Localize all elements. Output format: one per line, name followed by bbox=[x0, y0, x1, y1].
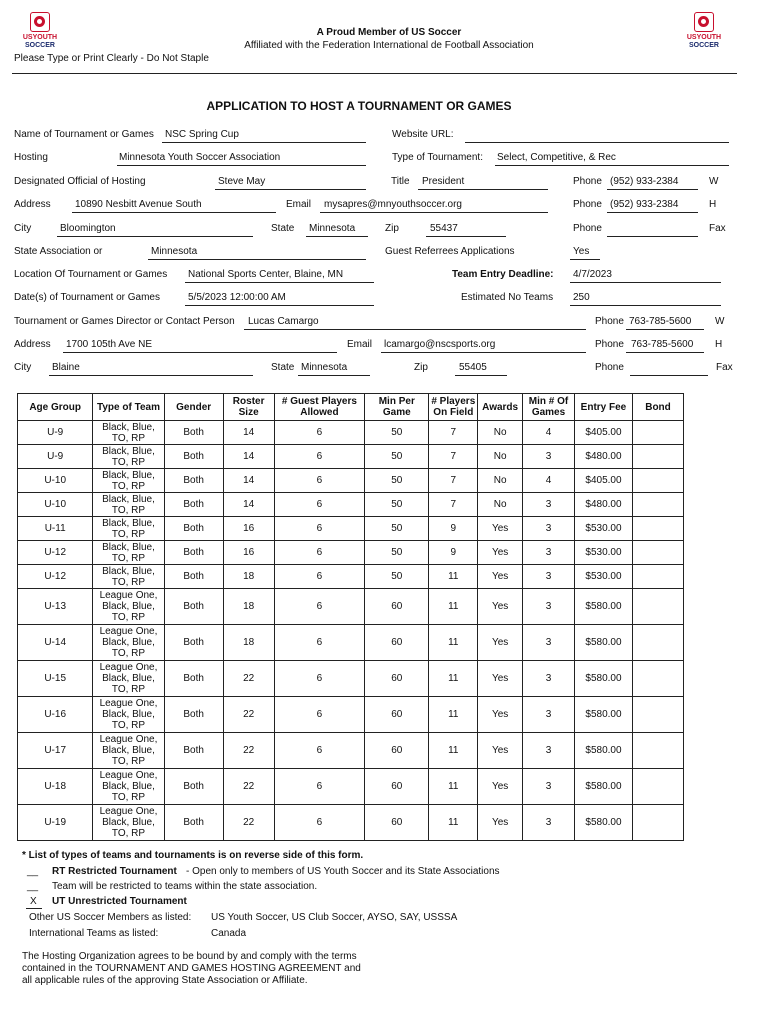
table-cell[interactable]: 6 bbox=[274, 733, 365, 769]
table-cell[interactable]: 14 bbox=[223, 421, 274, 445]
table-cell[interactable]: $405.00 bbox=[574, 421, 632, 445]
director-address-line bbox=[63, 352, 337, 353]
table-cell[interactable]: 3 bbox=[523, 541, 575, 565]
official-title-line bbox=[418, 189, 548, 190]
h-label-1: H bbox=[709, 199, 717, 210]
official-title-value[interactable]: President bbox=[422, 176, 465, 187]
table-cell[interactable]: 6 bbox=[274, 517, 365, 541]
table-cell[interactable]: 6 bbox=[274, 469, 365, 493]
w-label-1: W bbox=[709, 176, 719, 187]
column-header: # Players On Field bbox=[429, 394, 478, 421]
table-cell[interactable]: 50 bbox=[365, 421, 429, 445]
zip-label-2: Zip bbox=[414, 362, 428, 373]
state-label: State bbox=[271, 223, 295, 234]
table-cell[interactable]: $530.00 bbox=[574, 541, 632, 565]
table-cell[interactable]: 11 bbox=[429, 697, 478, 733]
table-cell[interactable]: 16 bbox=[223, 517, 274, 541]
table-cell[interactable]: 11 bbox=[429, 769, 478, 805]
city-label-2: City bbox=[14, 362, 32, 373]
teams-table bbox=[17, 393, 684, 841]
table-cell[interactable]: U-14 bbox=[18, 625, 93, 661]
table-cell[interactable] bbox=[632, 769, 683, 805]
table-cell[interactable] bbox=[632, 805, 683, 841]
tournament-name-label: Name of Tournament or Games bbox=[14, 129, 154, 140]
table-cell[interactable]: 3 bbox=[523, 493, 575, 517]
logo-text-usyouth: USYOUTH bbox=[22, 34, 58, 41]
table-cell[interactable]: 11 bbox=[429, 625, 478, 661]
intl-teams-value: Canada bbox=[211, 928, 247, 939]
table-cell[interactable]: 6 bbox=[274, 661, 365, 697]
table-cell[interactable]: 22 bbox=[223, 733, 274, 769]
type-label: Type of Tournament: bbox=[392, 152, 483, 163]
table-cell[interactable]: 22 bbox=[223, 661, 274, 697]
table-cell[interactable]: 3 bbox=[523, 769, 575, 805]
table-cell[interactable]: U-12 bbox=[18, 541, 93, 565]
table-cell[interactable]: U-15 bbox=[18, 661, 93, 697]
state-assoc-value[interactable]: Minnesota bbox=[151, 246, 198, 257]
rt-desc: - Open only to members of US Youth Soccer and its State Associations bbox=[186, 866, 500, 877]
zip-line bbox=[426, 236, 506, 237]
table-cell[interactable]: League One, Black, Blue, TO, RP bbox=[93, 805, 164, 841]
location-value[interactable]: National Sports Center, Blaine, MN bbox=[188, 269, 344, 280]
table-cell[interactable]: Both bbox=[164, 769, 223, 805]
deadline-line bbox=[570, 282, 721, 283]
table-cell[interactable]: $580.00 bbox=[574, 697, 632, 733]
table-row bbox=[18, 589, 684, 625]
table-cell[interactable]: Yes bbox=[478, 625, 523, 661]
phone-h-value[interactable]: (952) 933-2384 bbox=[610, 199, 679, 210]
zip-label: Zip bbox=[385, 223, 399, 234]
table-body bbox=[18, 421, 684, 841]
table-cell[interactable]: $580.00 bbox=[574, 769, 632, 805]
table-cell[interactable]: Both bbox=[164, 733, 223, 769]
column-header: Min # Of Games bbox=[523, 394, 575, 421]
rt-mark-2[interactable]: __ bbox=[27, 881, 39, 892]
table-cell[interactable]: $580.00 bbox=[574, 733, 632, 769]
affiliated-line: Affiliated with the Federation International de Football Association bbox=[244, 40, 534, 51]
ut-mark-line bbox=[26, 908, 42, 909]
table-cell[interactable]: Yes bbox=[478, 805, 523, 841]
table-cell[interactable]: 50 bbox=[365, 493, 429, 517]
table-cell[interactable]: 11 bbox=[429, 805, 478, 841]
column-header: Type of Team bbox=[93, 394, 164, 421]
table-cell[interactable]: 7 bbox=[429, 493, 478, 517]
phone-w-line bbox=[607, 189, 698, 190]
table-cell[interactable]: 3 bbox=[523, 625, 575, 661]
header-divider bbox=[12, 73, 737, 74]
table-cell[interactable] bbox=[632, 493, 683, 517]
director-city-value[interactable]: Blaine bbox=[52, 362, 80, 373]
column-header: Entry Fee bbox=[574, 394, 632, 421]
table-cell[interactable]: 4 bbox=[523, 469, 575, 493]
director-phone-w-line bbox=[626, 329, 704, 330]
table-row bbox=[18, 445, 684, 469]
table-cell[interactable]: U-19 bbox=[18, 805, 93, 841]
table-cell[interactable]: Yes bbox=[478, 733, 523, 769]
table-cell[interactable] bbox=[632, 625, 683, 661]
table-cell[interactable] bbox=[632, 517, 683, 541]
table-cell[interactable]: League One, Black, Blue, TO, RP bbox=[93, 733, 164, 769]
director-email-value[interactable]: lcamargo@nscsports.org bbox=[384, 339, 496, 350]
table-cell[interactable] bbox=[632, 445, 683, 469]
logo-text-soccer: SOCCER bbox=[689, 42, 719, 49]
table-cell[interactable]: U-13 bbox=[18, 589, 93, 625]
table-row bbox=[18, 541, 684, 565]
director-zip-line bbox=[455, 375, 507, 376]
hosting-value[interactable]: Minnesota Youth Soccer Association bbox=[119, 152, 281, 163]
official-line bbox=[215, 189, 366, 190]
table-cell[interactable]: 60 bbox=[365, 661, 429, 697]
table-cell[interactable]: $480.00 bbox=[574, 445, 632, 469]
director-zip-value[interactable]: 55405 bbox=[459, 362, 487, 373]
table-cell[interactable]: U-16 bbox=[18, 697, 93, 733]
table-cell[interactable]: 6 bbox=[274, 805, 365, 841]
table-cell[interactable]: Both bbox=[164, 697, 223, 733]
est-no-teams-value[interactable]: 250 bbox=[573, 292, 590, 303]
table-cell[interactable]: Yes bbox=[478, 541, 523, 565]
instructions: Please Type or Print Clearly - Do Not Staple bbox=[14, 53, 209, 64]
phone-w-value[interactable]: (952) 933-2384 bbox=[610, 176, 679, 187]
table-cell[interactable]: 50 bbox=[365, 469, 429, 493]
hosting-label: Hosting bbox=[14, 152, 48, 163]
fax-label-1: Fax bbox=[709, 223, 726, 234]
city-line bbox=[57, 236, 253, 237]
logo-text-soccer: SOCCER bbox=[25, 42, 55, 49]
table-row bbox=[18, 733, 684, 769]
fax-label-2: Fax bbox=[716, 362, 733, 373]
table-row bbox=[18, 493, 684, 517]
table-cell[interactable]: 6 bbox=[274, 589, 365, 625]
table-cell[interactable] bbox=[632, 469, 683, 493]
zip-value[interactable]: 55437 bbox=[430, 223, 458, 234]
table-row bbox=[18, 661, 684, 697]
director-value[interactable]: Lucas Camargo bbox=[248, 316, 319, 327]
email-label-1: Email bbox=[286, 199, 312, 210]
table-cell[interactable]: 3 bbox=[523, 565, 575, 589]
table-cell[interactable]: 50 bbox=[365, 565, 429, 589]
table-cell[interactable]: Both bbox=[164, 445, 223, 469]
table-row bbox=[18, 421, 684, 445]
table-cell[interactable]: 50 bbox=[365, 541, 429, 565]
phone-fax-line bbox=[607, 236, 698, 237]
official-value[interactable]: Steve May bbox=[218, 176, 266, 187]
w-label-2: W bbox=[715, 316, 725, 327]
other-members-value: US Youth Soccer, US Club Soccer, AYSO, SAY, USSSA bbox=[211, 912, 458, 923]
table-cell[interactable] bbox=[632, 421, 683, 445]
table-header-row bbox=[18, 394, 684, 421]
table-cell[interactable] bbox=[632, 565, 683, 589]
member-line: A Proud Member of US Soccer bbox=[316, 27, 462, 38]
phone-label-6: Phone bbox=[595, 362, 624, 373]
table-cell[interactable]: 11 bbox=[429, 661, 478, 697]
table-cell[interactable]: U-10 bbox=[18, 469, 93, 493]
table-cell[interactable]: 60 bbox=[365, 805, 429, 841]
table-cell[interactable]: 14 bbox=[223, 493, 274, 517]
table-cell[interactable]: League One, Black, Blue, TO, RP bbox=[93, 697, 164, 733]
table-row bbox=[18, 625, 684, 661]
table-cell[interactable]: Black, Blue, TO, RP bbox=[93, 469, 164, 493]
table-cell[interactable]: 50 bbox=[365, 517, 429, 541]
table-cell[interactable]: Yes bbox=[478, 565, 523, 589]
website-label: Website URL: bbox=[392, 129, 454, 140]
title-label: Title bbox=[391, 176, 410, 187]
table-cell[interactable]: $580.00 bbox=[574, 625, 632, 661]
type-line bbox=[495, 165, 729, 166]
deadline-label: Team Entry Deadline: bbox=[452, 269, 554, 280]
table-cell[interactable]: 14 bbox=[223, 445, 274, 469]
table-cell[interactable] bbox=[632, 661, 683, 697]
phone-label-5: Phone bbox=[595, 339, 624, 350]
table-cell[interactable]: Both bbox=[164, 517, 223, 541]
rt-title: RT Restricted Tournament bbox=[52, 866, 177, 877]
guest-ref-value[interactable]: Yes bbox=[573, 246, 590, 257]
city-value[interactable]: Bloomington bbox=[60, 223, 116, 234]
table-cell[interactable]: Both bbox=[164, 565, 223, 589]
table-cell[interactable]: No bbox=[478, 421, 523, 445]
table-cell[interactable]: U-12 bbox=[18, 565, 93, 589]
phone-label-4: Phone bbox=[595, 316, 624, 327]
column-header: Min Per Game bbox=[365, 394, 429, 421]
table-cell[interactable] bbox=[632, 733, 683, 769]
table-cell[interactable]: U-11 bbox=[18, 517, 93, 541]
table-cell[interactable]: Yes bbox=[478, 661, 523, 697]
table-cell[interactable]: 60 bbox=[365, 733, 429, 769]
table-cell[interactable]: 3 bbox=[523, 733, 575, 769]
table-cell[interactable]: 4 bbox=[523, 421, 575, 445]
other-members-label: Other US Soccer Members as listed: bbox=[29, 912, 192, 923]
table-cell[interactable]: $580.00 bbox=[574, 805, 632, 841]
table-cell[interactable]: League One, Black, Blue, TO, RP bbox=[93, 661, 164, 697]
deadline-value[interactable]: 4/7/2023 bbox=[573, 269, 612, 280]
table-cell[interactable]: Both bbox=[164, 625, 223, 661]
table-cell[interactable]: 6 bbox=[274, 697, 365, 733]
city-label: City bbox=[14, 223, 32, 234]
state-line bbox=[306, 236, 368, 237]
table-cell[interactable]: Yes bbox=[478, 769, 523, 805]
table-cell[interactable]: 60 bbox=[365, 625, 429, 661]
ut-title: UT Unrestricted Tournament bbox=[52, 896, 187, 907]
table-cell[interactable]: Black, Blue, TO, RP bbox=[93, 493, 164, 517]
dates-label: Date(s) of Tournament or Games bbox=[14, 292, 160, 303]
email-label-2: Email bbox=[347, 339, 373, 350]
table-cell[interactable]: 6 bbox=[274, 541, 365, 565]
table-cell[interactable]: 3 bbox=[523, 445, 575, 469]
table-row bbox=[18, 565, 684, 589]
address-label: Address bbox=[14, 199, 51, 210]
type-value[interactable]: Select, Competitive, & Rec bbox=[497, 152, 616, 163]
table-cell[interactable]: Both bbox=[164, 589, 223, 625]
table-cell[interactable]: 50 bbox=[365, 445, 429, 469]
table-cell[interactable]: Both bbox=[164, 661, 223, 697]
ut-mark[interactable]: X bbox=[30, 896, 37, 907]
table-cell[interactable]: Yes bbox=[478, 697, 523, 733]
table-cell[interactable]: Both bbox=[164, 805, 223, 841]
table-cell[interactable]: No bbox=[478, 445, 523, 469]
est-no-teams-label: Estimated No Teams bbox=[461, 292, 554, 303]
table-cell[interactable]: League One, Black, Blue, TO, RP bbox=[93, 589, 164, 625]
table-cell[interactable]: Both bbox=[164, 493, 223, 517]
email-line bbox=[320, 212, 548, 213]
column-header: Awards bbox=[478, 394, 523, 421]
table-cell[interactable]: 60 bbox=[365, 769, 429, 805]
table-cell[interactable]: League One, Black, Blue, TO, RP bbox=[93, 769, 164, 805]
address-value[interactable]: 10890 Nesbitt Avenue South bbox=[75, 199, 202, 210]
table-cell[interactable]: 6 bbox=[274, 421, 365, 445]
state-value[interactable]: Minnesota bbox=[309, 223, 356, 234]
phone-h-line bbox=[607, 212, 698, 213]
table-cell[interactable] bbox=[632, 541, 683, 565]
rt-desc-2: Team will be restricted to teams within the state association. bbox=[52, 881, 318, 892]
table-cell[interactable]: Yes bbox=[478, 589, 523, 625]
table-cell[interactable]: Yes bbox=[478, 517, 523, 541]
director-state-value[interactable]: Minnesota bbox=[301, 362, 348, 373]
table-cell[interactable] bbox=[632, 589, 683, 625]
agreement-line-2: contained in the TOURNAMENT AND GAMES HOSTING AGREEMENT and bbox=[22, 963, 361, 974]
table-row bbox=[18, 517, 684, 541]
table-cell[interactable]: Both bbox=[164, 421, 223, 445]
h-label-2: H bbox=[715, 339, 723, 350]
phone-label-2: Phone bbox=[573, 199, 602, 210]
table-cell[interactable]: 7 bbox=[429, 469, 478, 493]
location-line bbox=[185, 282, 374, 283]
director-address-value[interactable]: 1700 105th Ave NE bbox=[66, 339, 152, 350]
tournament-name-value[interactable]: NSC Spring Cup bbox=[165, 129, 239, 140]
table-cell[interactable]: 18 bbox=[223, 589, 274, 625]
column-header: Bond bbox=[632, 394, 683, 421]
table-cell[interactable]: 6 bbox=[274, 445, 365, 469]
table-cell[interactable]: Black, Blue, TO, RP bbox=[93, 445, 164, 469]
table-cell[interactable]: Black, Blue, TO, RP bbox=[93, 421, 164, 445]
table-cell[interactable]: $580.00 bbox=[574, 589, 632, 625]
guest-ref-line bbox=[570, 259, 600, 260]
table-cell[interactable]: 6 bbox=[274, 565, 365, 589]
table-cell[interactable]: Black, Blue, TO, RP bbox=[93, 565, 164, 589]
table-cell[interactable]: 22 bbox=[223, 769, 274, 805]
table-cell[interactable]: 6 bbox=[274, 493, 365, 517]
table-row bbox=[18, 805, 684, 841]
table-row bbox=[18, 469, 684, 493]
page-title: APPLICATION TO HOST A TOURNAMENT OR GAMES bbox=[206, 99, 512, 113]
table-cell[interactable]: 16 bbox=[223, 541, 274, 565]
dates-value[interactable]: 5/5/2023 12:00:00 AM bbox=[188, 292, 286, 303]
director-fax-line bbox=[630, 375, 708, 376]
state-label-2: State bbox=[271, 362, 295, 373]
table-cell[interactable]: U-10 bbox=[18, 493, 93, 517]
column-header: Gender bbox=[164, 394, 223, 421]
director-phone-h-line bbox=[626, 352, 704, 353]
rt-mark[interactable]: __ bbox=[27, 866, 39, 877]
table-cell[interactable]: U-18 bbox=[18, 769, 93, 805]
state-assoc-label: State Association or bbox=[14, 246, 103, 257]
phone-label-3: Phone bbox=[573, 223, 602, 234]
website-line bbox=[465, 142, 729, 143]
table-cell[interactable]: 3 bbox=[523, 805, 575, 841]
phone-label-1: Phone bbox=[573, 176, 602, 187]
director-phone-w-value[interactable]: 763-785-5600 bbox=[629, 316, 692, 327]
table-cell[interactable]: 3 bbox=[523, 661, 575, 697]
table-cell[interactable]: Both bbox=[164, 469, 223, 493]
director-state-line bbox=[298, 375, 370, 376]
table-cell[interactable]: Black, Blue, TO, RP bbox=[93, 541, 164, 565]
table-cell[interactable]: 60 bbox=[365, 697, 429, 733]
table-cell[interactable]: No bbox=[478, 493, 523, 517]
agreement-line-1: The Hosting Organization agrees to be bound by and comply with the terms bbox=[22, 951, 357, 962]
hosting-line bbox=[117, 165, 366, 166]
table-cell[interactable]: 11 bbox=[429, 733, 478, 769]
table-cell[interactable]: $530.00 bbox=[574, 517, 632, 541]
table-cell[interactable]: Black, Blue, TO, RP bbox=[93, 517, 164, 541]
est-no-teams-line bbox=[570, 305, 721, 306]
table-cell[interactable]: $530.00 bbox=[574, 565, 632, 589]
table-cell[interactable]: $405.00 bbox=[574, 469, 632, 493]
table-cell[interactable]: U-9 bbox=[18, 421, 93, 445]
table-cell[interactable]: 7 bbox=[429, 421, 478, 445]
column-header: Age Group bbox=[18, 394, 93, 421]
table-cell[interactable]: 7 bbox=[429, 445, 478, 469]
agreement-line-3: all applicable rules of the approving State Association or Affiliate. bbox=[22, 975, 308, 986]
table-cell[interactable]: 18 bbox=[223, 565, 274, 589]
table-cell[interactable]: 9 bbox=[429, 517, 478, 541]
logo-text-usyouth: USYOUTH bbox=[686, 34, 722, 41]
table-cell[interactable]: League One, Black, Blue, TO, RP bbox=[93, 625, 164, 661]
director-phone-h-value[interactable]: 763-785-5600 bbox=[631, 339, 694, 350]
table-cell[interactable]: $580.00 bbox=[574, 661, 632, 697]
table-cell[interactable] bbox=[632, 697, 683, 733]
table-cell[interactable]: 6 bbox=[274, 769, 365, 805]
column-header: # Guest Players Allowed bbox=[274, 394, 365, 421]
table-cell[interactable]: 3 bbox=[523, 589, 575, 625]
email-value[interactable]: mysapres@mnyouthsoccer.org bbox=[324, 199, 462, 210]
director-line bbox=[244, 329, 586, 330]
table-cell[interactable]: U-9 bbox=[18, 445, 93, 469]
director-label: Tournament or Games Director or Contact Person bbox=[14, 316, 235, 327]
column-header: Roster Size bbox=[223, 394, 274, 421]
intl-teams-label: International Teams as listed: bbox=[29, 928, 159, 939]
address-label-2: Address bbox=[14, 339, 51, 350]
tournament-name-line bbox=[162, 142, 366, 143]
official-label: Designated Official of Hosting bbox=[14, 176, 146, 187]
director-email-line bbox=[381, 352, 586, 353]
table-cell[interactable]: 6 bbox=[274, 625, 365, 661]
dates-line bbox=[185, 305, 374, 306]
table-row bbox=[18, 697, 684, 733]
guest-ref-label: Guest Referrees Applications bbox=[385, 246, 515, 257]
location-label: Location Of Tournament or Games bbox=[14, 269, 168, 280]
table-cell[interactable]: 3 bbox=[523, 697, 575, 733]
table-cell[interactable]: 60 bbox=[365, 589, 429, 625]
address-line bbox=[72, 212, 276, 213]
director-city-line bbox=[49, 375, 253, 376]
table-cell[interactable]: $480.00 bbox=[574, 493, 632, 517]
table-cell[interactable]: 22 bbox=[223, 805, 274, 841]
table-cell[interactable]: No bbox=[478, 469, 523, 493]
table-cell[interactable]: U-17 bbox=[18, 733, 93, 769]
table-cell[interactable]: 9 bbox=[429, 541, 478, 565]
table-cell[interactable]: 11 bbox=[429, 565, 478, 589]
table-cell[interactable]: Both bbox=[164, 541, 223, 565]
table-cell[interactable]: 18 bbox=[223, 625, 274, 661]
table-cell[interactable]: 22 bbox=[223, 697, 274, 733]
table-cell[interactable]: 11 bbox=[429, 589, 478, 625]
table-cell[interactable]: 14 bbox=[223, 469, 274, 493]
table-row bbox=[18, 769, 684, 805]
state-assoc-line bbox=[148, 259, 366, 260]
list-note: * List of types of teams and tournaments is on reverse side of this form. bbox=[22, 850, 364, 861]
table-cell[interactable]: 3 bbox=[523, 517, 575, 541]
